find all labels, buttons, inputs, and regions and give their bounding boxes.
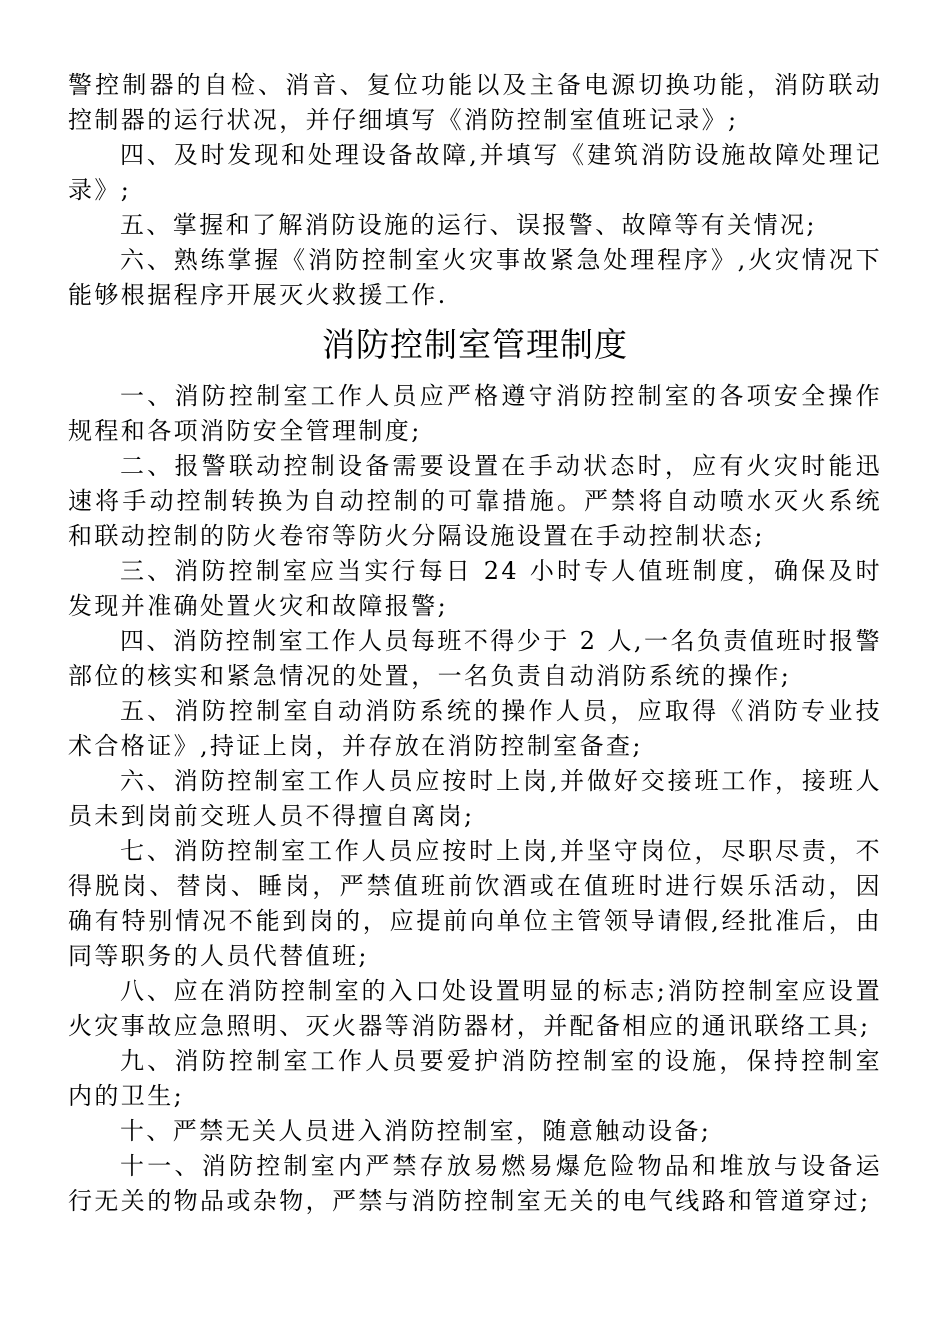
intro-continuation-paragraph: 警控制器的自检、消音、复位功能以及主备电源切换功能，消防联动控制器的运行状况，并仔细填写《消防控制室值班记录》; [68,71,882,134]
rule-8: 八、应在消防控制室的入口处设置明显的标志;消防控制室应设置火灾事故应急照明、灭火器等消防器材，并配备相应的通讯联络工具; [68,977,882,1040]
rule-5: 五、消防控制室自动消防系统的操作人员，应取得《消防专业技术合格证》,持证上岗，并存放在消防控制室备查; [68,697,882,760]
rule-6: 六、消防控制室工作人员应按时上岗,并做好交接班工作，接班人员未到岗前交班人员不得擅自离岗; [68,767,882,830]
rule-1: 一、消防控制室工作人员应严格遵守消防控制室的各项安全操作规程和各项消防安全管理制度; [68,382,882,445]
rule-10: 十、严禁无关人员进入消防控制室，随意触动设备; [120,1117,712,1145]
document-page [68,68,882,1219]
intro-item-6: 六、熟练掌握《消防控制室火灾事故紧急处理程序》,火灾情况下能够根据程序开展灭火救援工作. [68,246,882,309]
rule-7: 七、消防控制室工作人员应按时上岗,并坚守岗位，尽职尽责，不得脱岗、替岗、睡岗，严禁值班前饮酒或在值班时进行娱乐活动，因确有特别情况不能到岗的，应提前向单位主管领导请假,经批准后，由同等职务的人员代替值班; [68,837,882,970]
section-title: 消防控制室管理制度 [322,325,628,364]
intro-item-4: 四、及时发现和处理设备故障,并填写《建筑消防设施故障处理记录》; [68,141,882,204]
rule-9: 九、消防控制室工作人员要爱护消防控制室的设施，保持控制室内的卫生; [68,1047,882,1110]
rule-4: 四、消防控制室工作人员每班不得少于 2 人,一名负责值班时报警部位的核实和紧急情况的处置，一名负责自动消防系统的操作; [68,627,882,690]
intro-item-5: 五、掌握和了解消防设施的运行、误报警、故障等有关情况; [120,211,817,239]
rule-11: 十一、消防控制室内严禁存放易燃易爆危险物品和堆放与设备运行无关的物品或杂物，严禁与消防控制室无关的电气线路和管道穿过; [68,1152,882,1215]
rule-2: 二、报警联动控制设备需要设置在手动状态时，应有火灾时能迅速将手动控制转换为自动控制的可靠措施。严禁将自动喷水灭火系统和联动控制的防火卷帘等防火分隔设施设置在手动控制状态; [68,452,882,550]
rule-3: 三、消防控制室应当实行每日 24 小时专人值班制度，确保及时发现并准确处置火灾和故障报警; [68,557,882,620]
